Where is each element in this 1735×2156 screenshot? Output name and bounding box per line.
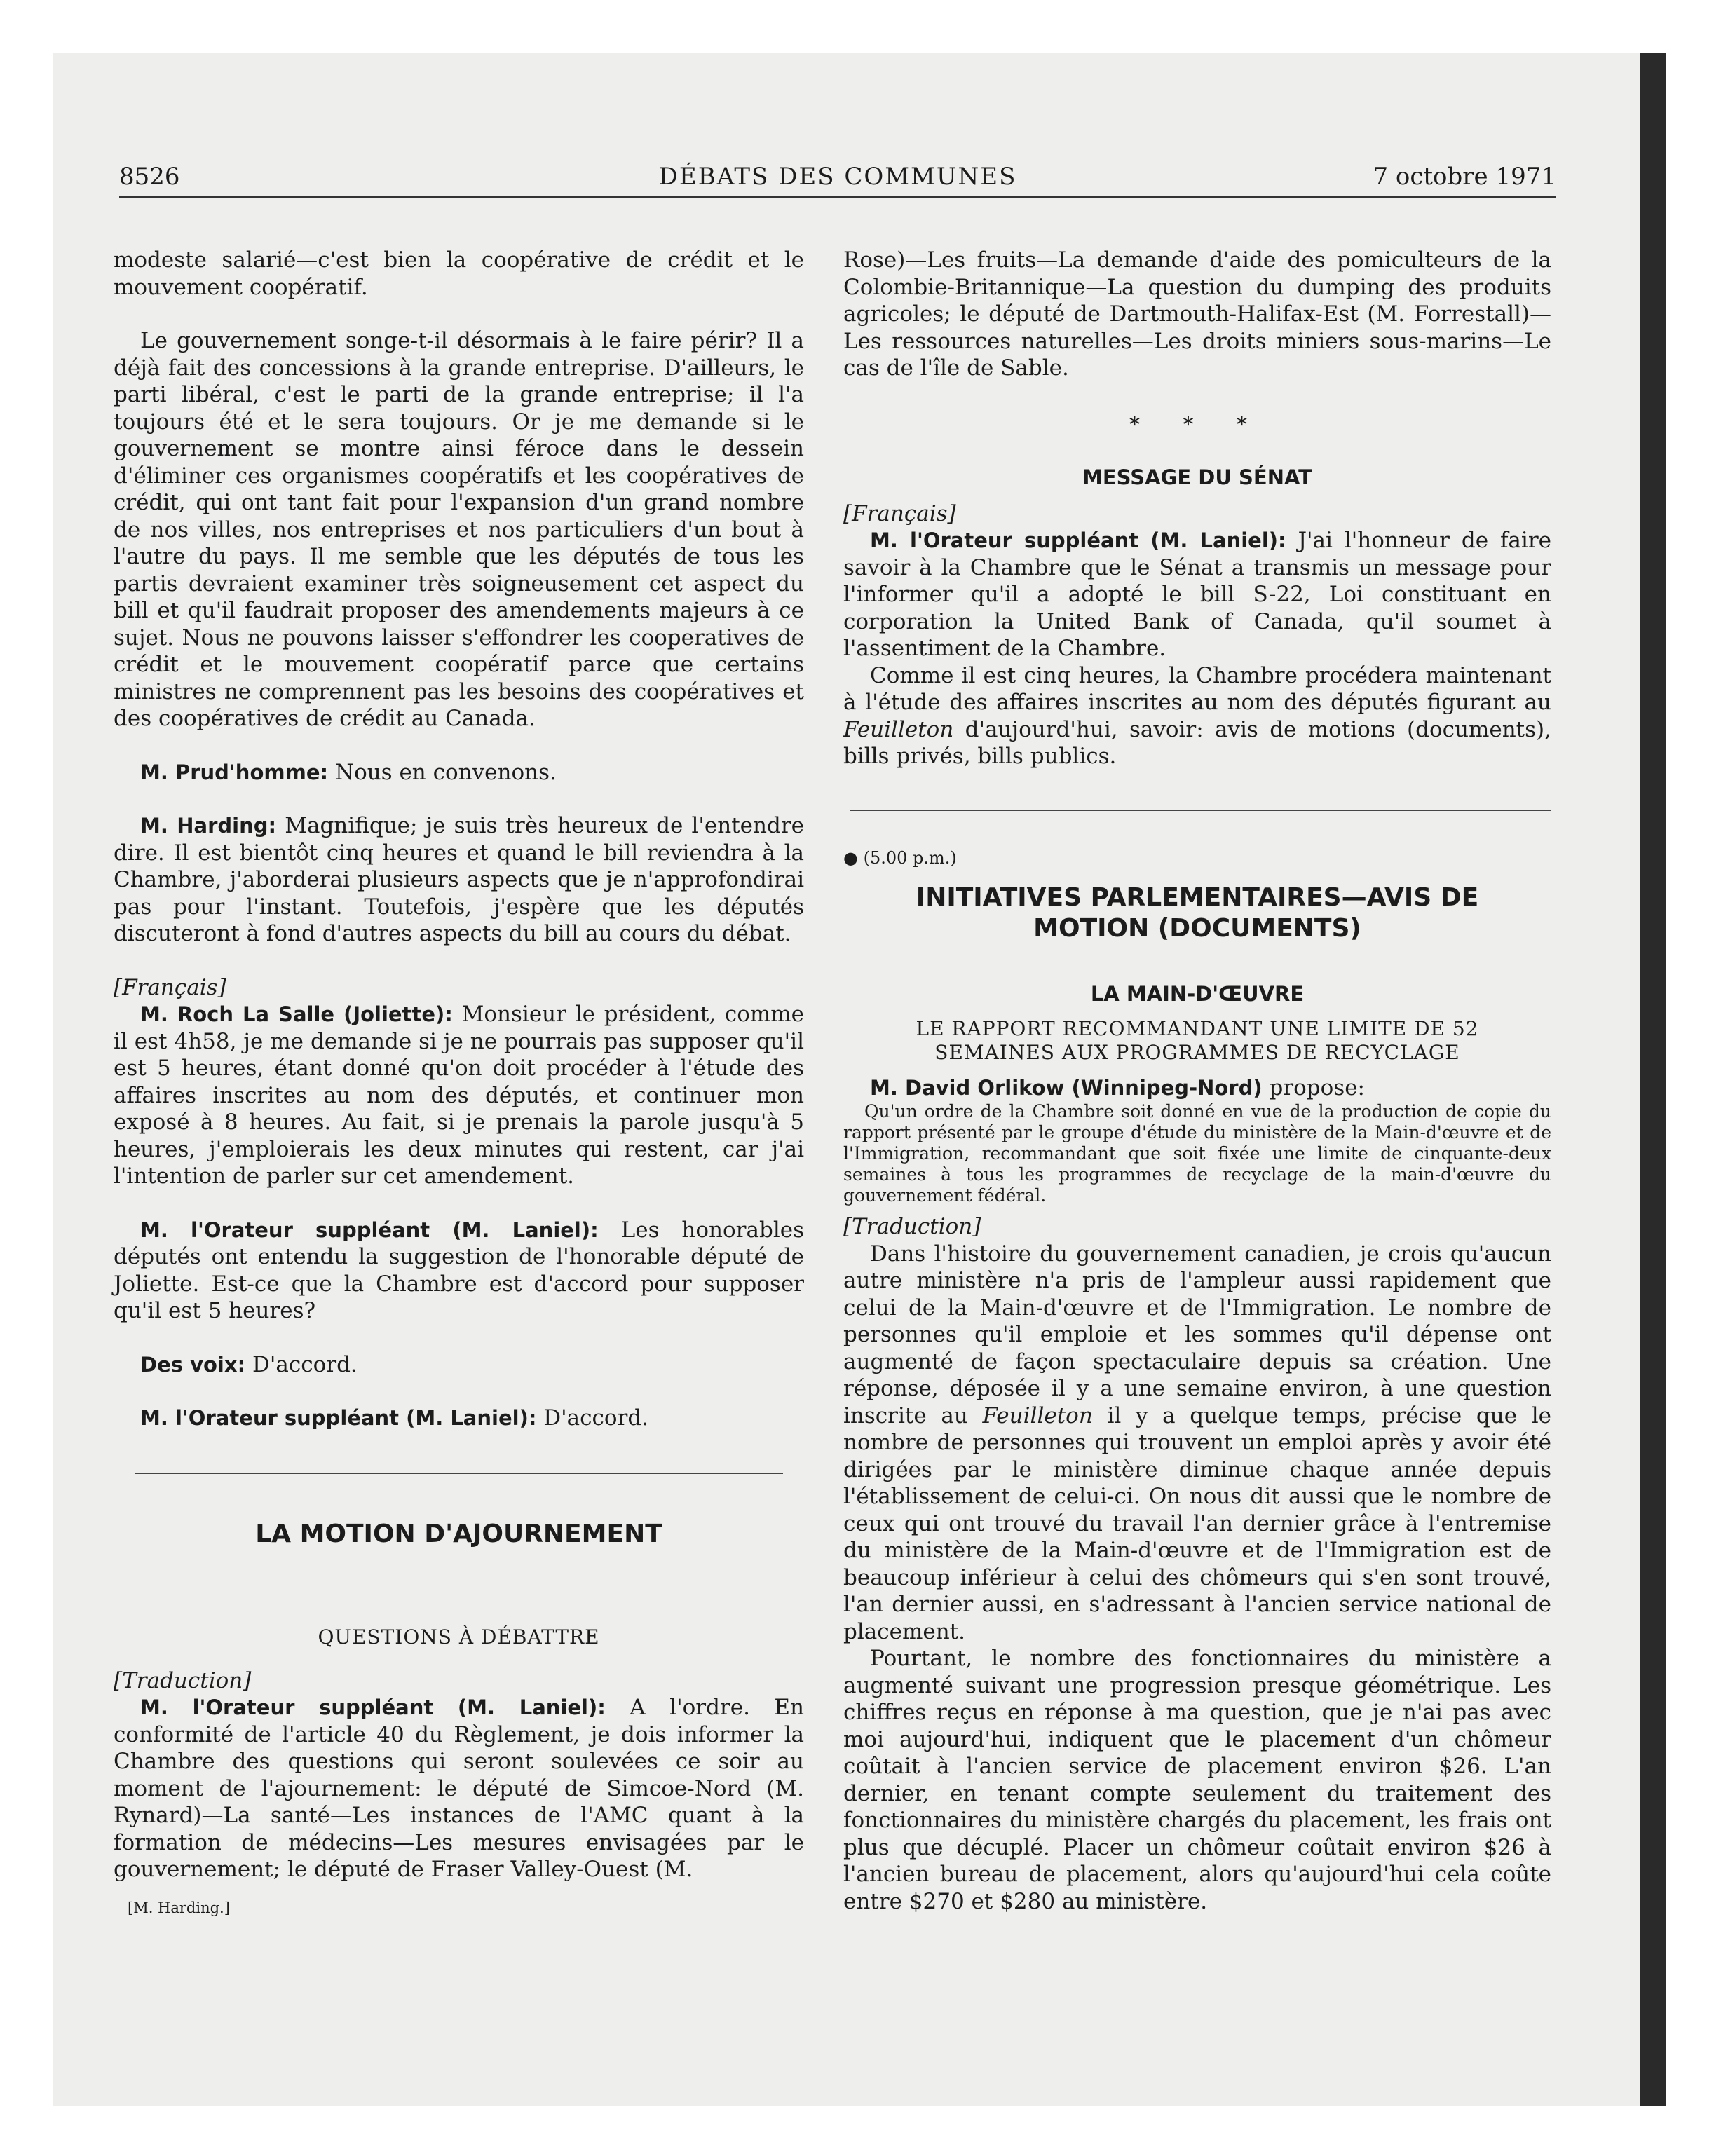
speech-text: Monsieur le président, comme il est 4h58, je me demande si je ne pourrais pas supposer qu'il est 5 heures, étant donné qu'on doit procéder à l'étude des affaires inscrites au nom des députés, et continuer mon exposé à 8 heures. Au fait, si je prenais la parole jusqu'à 5 heures, j'emploierais les deux minutes qui restent, car j'ai l'intention de parler sur cet amendement.	[114, 1002, 804, 1189]
section-stars: * * *	[1129, 412, 1266, 437]
speech-text: D'accord.	[245, 1351, 358, 1377]
issue-date: 7 octobre 1971	[1373, 163, 1556, 191]
paragraph: Le gouvernement songe-t-il désormais à le faire périr? Il a déjà fait des concessions à la grande entreprise. D'ailleurs, le parti libéral, c'est le parti de la grande entreprise; il l'a toujours été et le sera toujours. Or je me demande si le gouvernement se montre ainsi féroce dans le dessein d'éliminer ces organismes coopératifs et les coopératives de crédit, qui ont tant fait pour l'expansion d'un grand nombre de nos villes, nos entreprises et nos particuliers d'un bout à l'autre du pays. Il me semble que les députés de tous les partis devraient examiner très soigneusement cet aspect du bill et qu'il faudrait proposer des amendements majeurs à ce sujet. Nous ne pouvons laisser s'effondrer les cooperatives de crédit et le mouvement coopératif parce que certains ministres ne comprennent pas les besoins des coopératives et des coopératives de crédit au Canada.	[114, 328, 804, 731]
paragraph: Comme il est cinq heures, la Chambre procédera maintenant à l'étude des affaires inscrites au nom des députés figurant au Feuilleton d'aujourd'hui, savoir: avis de motions (documents), bills privés, bills publics.	[843, 662, 1551, 769]
speaker-name: M. l'Orateur suppléant (M. Laniel):	[870, 528, 1286, 552]
speech-text: Magnifique; je suis très heureux de l'entendre dire. Il est bientôt cinq heures et quand le bill reviendra à la Chambre, j'aborderai plusieurs aspects que je n'approfondirai pas pour l'instant. Toutefois, j'espère que les députés discuteront à fond d'autres aspects du bill au cours du débat.	[114, 813, 804, 946]
speech-text: A l'ordre. En conformité de l'article 40 du Règlement, je dois informer la Chambre des questions qui seront soulevées ce soir au moment de l'ajournement: le député de Simcoe-Nord (M. Rynard)—La santé—Les instances de l'AMC quant à la formation de médecins—Les mesures envisagées par le gouvernement; le député de Fraser Valley-Ouest (M.	[114, 1695, 804, 1882]
subsection-heading: QUESTIONS À DÉBATTRE	[318, 1625, 600, 1649]
speech-text: propose:	[1262, 1074, 1365, 1100]
motion-text: Qu'un ordre de la Chambre soit donné en vue de la production de copie du rapport présenté par le groupe d'étude du ministère de la Main-d'œuvre et de l'Immigration, recommandant que soit fixée une limite de cinquante-deux semaines à tous les programmes de recyclage de la main-d'œuvre du gouvernement fédéral.	[843, 1101, 1551, 1206]
section-heading: INITIATIVES PARLEMENTAIRES—AVIS DE MOTION (DOCUMENTS)	[916, 882, 1479, 943]
language-tag: [Traduction]	[114, 1667, 252, 1693]
footer-note: [M. Harding.]	[128, 1899, 230, 1916]
section-heading: MESSAGE DU SÉNAT	[1082, 465, 1312, 489]
language-tag: [Français]	[843, 500, 956, 526]
speech-orateur	[114, 1694, 804, 1883]
speech-text: Les honorables députés ont entendu la suggestion de l'honorable député de Joliette. Est-ce que la Chambre est d'accord pour supposer qu'il est 5 heures?	[114, 1217, 804, 1323]
speech-des-voix	[114, 1351, 804, 1379]
paragraph: modeste salarié—c'est bien la coopérative de crédit et le mouvement coopératif.	[114, 247, 804, 300]
left-column	[114, 247, 804, 1917]
italic-feuilleton: Feuilleton	[843, 716, 954, 742]
speech-orateur	[114, 1217, 804, 1325]
speech-text: Nous en convenons.	[328, 759, 557, 785]
subsection-heading: LA MAIN-D'ŒUVRE	[1090, 981, 1305, 1006]
paragraph: Rose)—Les fruits—La demande d'aide des pomiculteurs de la Colombie-Britannique—La question du dumping des produits agricoles; le député de Dartmouth-Halifax-Est (M. Forrestall)—Les ressources naturelles—Les droits miniers sous-marins—Le cas de l'île de Sable.	[843, 247, 1551, 381]
italic-feuilleton: Feuilleton	[982, 1403, 1093, 1428]
section-heading: LA MOTION D'AJOURNEMENT	[255, 1519, 662, 1548]
speech-orlikow	[843, 1074, 1551, 1102]
speaker-name: Des voix:	[140, 1352, 246, 1377]
speech-text: J'ai l'honneur de faire savoir à la Chambre que le Sénat a transmis un message pour l'informer qu'il a adopté le bill S-22, Loi constituant en corporation la United Bank of Canada, qu'il soumet à l'assentiment de la Chambre.	[843, 528, 1551, 661]
language-tag: [Français]	[114, 974, 226, 1000]
speech-orateur	[114, 1405, 804, 1432]
speaker-name: M. l'Orateur suppléant (M. Laniel):	[140, 1696, 606, 1719]
speaker-name: M. l'Orateur suppléant (M. Laniel):	[140, 1217, 599, 1242]
speech-harding	[114, 812, 804, 948]
paragraph: Dans l'histoire du gouvernement canadien, je crois qu'aucun autre ministère n'a pris de l'ampleur aussi rapidement que celui de la Main-d'œuvre et de l'Immigration. Le nombre de personnes qu'il emploie et les sommes qu'il dépense ont augmenté de façon spectaculaire depuis sa création. Une réponse, déposée il y a une semaine environ, à une question inscrite au Feuilleton il y a quelque temps, précise que le nombre de personnes qui trouvent un emploi après y avoir été dirigées par le ministère diminue chaque année depuis l'établissement de celui-ci. On nous dit aussi que le nombre de ceux qui ont trouvé du travail l'an dernier grâce à l'entremise du ministère de la Main-d'œuvre et de l'Immigration est de beaucoup inférieur à celui des chômeurs qui s'en sont trouvé, l'an dernier aussi, en s'adressant à l'ancien service national de placement.	[843, 1241, 1551, 1644]
time-marker: ● (5.00 p.m.)	[843, 847, 957, 868]
speaker-name: M. David Orlikow (Winnipeg-Nord)	[870, 1075, 1263, 1100]
speaker-name: M. Roch La Salle (Joliette):	[140, 1002, 453, 1026]
page-number: 8526	[119, 163, 180, 191]
journal-title: DÉBATS DES COMMUNES	[658, 163, 1017, 191]
speech-la-salle	[114, 1001, 804, 1190]
scan-edge-shadow	[1640, 53, 1666, 2106]
right-column	[843, 247, 1551, 1915]
speaker-name: M. l'Orateur suppléant (M. Laniel):	[140, 1406, 537, 1430]
subsection-subheading: LE RAPPORT RECOMMANDANT UNE LIMITE DE 52 SEMAINES AUX PROGRAMMES DE RECYCLAGE	[916, 1016, 1479, 1064]
bullet-icon: ●	[843, 847, 864, 868]
page-header	[119, 163, 1556, 198]
language-tag: [Traduction]	[843, 1214, 981, 1239]
speaker-name: M. Harding:	[140, 814, 277, 838]
speech-prudhomme	[114, 759, 804, 786]
speech-orateur	[843, 527, 1551, 662]
speaker-name: M. Prud'homme:	[140, 760, 329, 784]
paragraph: Pourtant, le nombre des fonctionnaires du ministère a augmenté suivant une progression presque géométrique. Les chiffres reçus en réponse à ma question, que je n'ai pas avec moi aujourd'hui, indiquent que le placement d'un chômeur coûtait à l'ancien service de placement environ $26. L'an dernier, en tenant compte seulement du traitement des fonctionnaires du ministère chargés du placement, les frais ont plus que décuplé. Placer un chômeur coûtait environ $26 à l'ancien bureau de placement, alors qu'aujourd'hui cela coûte entre $270 et $280 au ministère.	[843, 1646, 1551, 1914]
speech-text: D'accord.	[536, 1405, 649, 1431]
